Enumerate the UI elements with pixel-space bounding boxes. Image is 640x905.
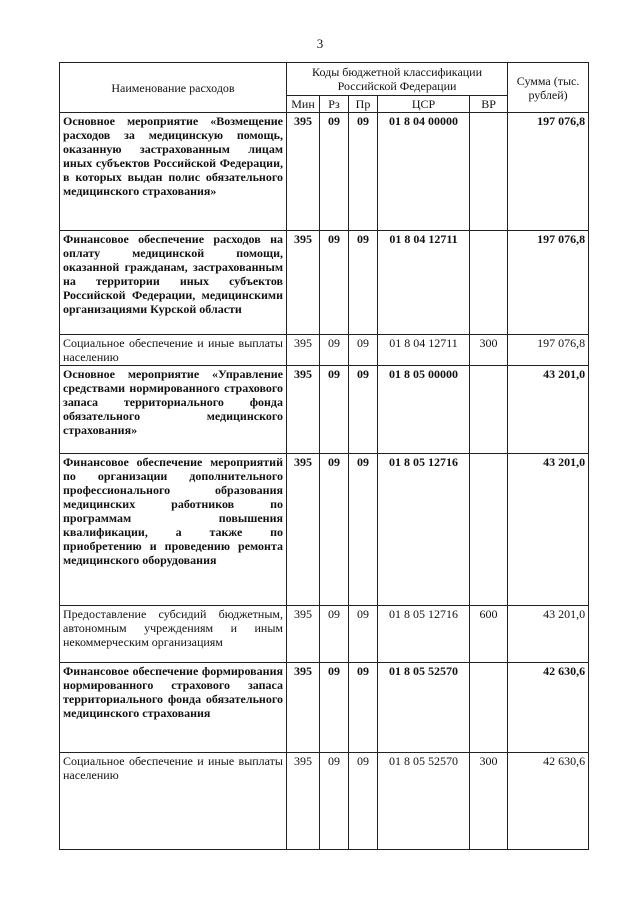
- row-sum: 42 630,6: [508, 753, 589, 850]
- row-csr: 01 8 04 12711: [378, 335, 470, 366]
- table-row: [60, 663, 589, 753]
- row-vr: [470, 663, 508, 753]
- row-rz: 09: [320, 113, 349, 231]
- header-vr: ВР: [470, 96, 508, 113]
- row-rz: 09: [320, 606, 349, 663]
- row-vr: 300: [470, 335, 508, 366]
- row-name: Финансовое обеспечение расходов на оплату медицинской помощи, оказанной гражданам, застрахованным на территории иных субъектов Российской Федерации, медицинскими организациями Курской области: [60, 231, 287, 335]
- table-row: [60, 454, 589, 606]
- row-min: 395: [287, 366, 320, 454]
- header-rz: Рз: [320, 96, 349, 113]
- header-csr: ЦСР: [378, 96, 470, 113]
- budget-table: [59, 62, 589, 850]
- row-vr: 300: [470, 753, 508, 850]
- row-rz: 09: [320, 366, 349, 454]
- row-sum: 43 201,0: [508, 454, 589, 606]
- row-sum: 197 076,8: [508, 335, 589, 366]
- row-rz: 09: [320, 231, 349, 335]
- table-row: [60, 113, 589, 231]
- row-pr: 09: [349, 753, 378, 850]
- header-min: Мин: [287, 96, 320, 113]
- table-row: [60, 231, 589, 335]
- row-sum: 43 201,0: [508, 366, 589, 454]
- row-vr: [470, 454, 508, 606]
- row-rz: 09: [320, 753, 349, 850]
- row-min: 395: [287, 663, 320, 753]
- row-pr: 09: [349, 113, 378, 231]
- row-name: Социальное обеспечение и иные выплаты населению: [60, 335, 287, 366]
- row-pr: 09: [349, 663, 378, 753]
- row-sum: 197 076,8: [508, 113, 589, 231]
- row-pr: 09: [349, 606, 378, 663]
- row-rz: 09: [320, 663, 349, 753]
- row-sum: 197 076,8: [508, 231, 589, 335]
- row-pr: 09: [349, 335, 378, 366]
- table-row: [60, 753, 589, 850]
- page-number: 3: [316, 36, 324, 51]
- row-csr: 01 8 05 12716: [378, 454, 470, 606]
- row-csr: 01 8 05 12716: [378, 606, 470, 663]
- row-name: Предоставление субсидий бюджетным, автономным учреждениям и иным некоммерческим организациям: [60, 606, 287, 663]
- row-min: 395: [287, 113, 320, 231]
- row-csr: 01 8 05 00000: [378, 366, 470, 454]
- row-min: 395: [287, 231, 320, 335]
- row-csr: 01 8 04 12711: [378, 231, 470, 335]
- row-min: 395: [287, 335, 320, 366]
- row-name: Финансовое обеспечение формирования нормированного страхового запаса территориального фонда обязательного медицинского страхования: [60, 663, 287, 753]
- header-sum: Сумма (тыс. рублей): [508, 63, 589, 113]
- row-min: 395: [287, 753, 320, 850]
- table-row: [60, 366, 589, 454]
- row-pr: 09: [349, 366, 378, 454]
- row-rz: 09: [320, 454, 349, 606]
- row-name: Основное мероприятие «Управление средствами нормированного страхового запаса территориального фонда обязательного медицинского страхования»: [60, 366, 287, 454]
- row-csr: 01 8 05 52570: [378, 753, 470, 850]
- row-pr: 09: [349, 454, 378, 606]
- row-sum: 43 201,0: [508, 606, 589, 663]
- row-name: Социальное обеспечение и иные выплаты населению: [60, 753, 287, 850]
- row-min: 395: [287, 454, 320, 606]
- row-vr: 600: [470, 606, 508, 663]
- row-vr: [470, 113, 508, 231]
- row-rz: 09: [320, 335, 349, 366]
- row-pr: 09: [349, 231, 378, 335]
- table-row: [60, 335, 589, 366]
- header-codes: Коды бюджетной классификации Российской Федерации: [287, 63, 508, 96]
- row-csr: 01 8 05 52570: [378, 663, 470, 753]
- table-row: [60, 606, 589, 663]
- row-name: Финансовое обеспечение мероприятий по организации дополнительного профессионального образования медицинских работников по программам повышения квалификации, а также по приобретению и проведению ремонта медицинского оборудования: [60, 454, 287, 606]
- row-min: 395: [287, 606, 320, 663]
- row-sum: 42 630,6: [508, 663, 589, 753]
- header-name: Наименование расходов: [60, 63, 287, 113]
- header-pr: Пр: [349, 96, 378, 113]
- row-vr: [470, 366, 508, 454]
- row-name: Основное мероприятие «Возмещение расходов за медицинскую помощь, оказанную застрахованным лицам иных субъектов Российской Федерации, в которых выдан полис обязательного медицинского страхования»: [60, 113, 287, 231]
- row-vr: [470, 231, 508, 335]
- row-csr: 01 8 04 00000: [378, 113, 470, 231]
